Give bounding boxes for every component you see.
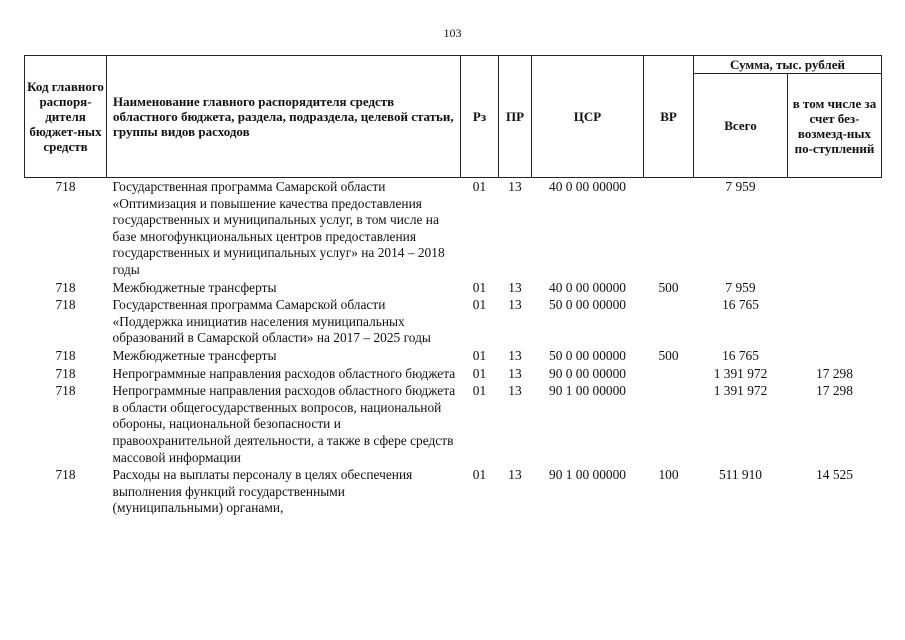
cell-vr xyxy=(644,178,694,279)
cell-rz: 01 xyxy=(472,467,487,483)
header-vr: ВР xyxy=(644,56,694,178)
cell-code: 718 xyxy=(55,467,76,483)
cell-name: Государственная программа Самарской области «Оптимизация и повышение качества предоставления государственных и муниципальных услуг, в том числе на базе многофункциональных центров предоставления государственных и муниципальных услуг» на 2014 – 2018 годы xyxy=(112,179,445,277)
cell-pr: 13 xyxy=(508,297,522,313)
header-code: Код главного распоря-дителя бюджет-ных средств xyxy=(25,56,107,178)
cell-rz: 01 xyxy=(472,365,487,381)
header-sum-group: Сумма, тыс. рублей xyxy=(694,56,882,74)
cell-vr: 500 xyxy=(658,347,679,363)
cell-pr: 13 xyxy=(508,179,522,194)
cell-name: Межбюджетные трансферты xyxy=(112,347,277,363)
cell-csr: 90 1 00 00000 xyxy=(549,383,626,399)
table-row xyxy=(25,347,882,365)
cell-rz: 01 xyxy=(472,347,487,363)
table-body xyxy=(25,178,882,517)
cell-total: 1 391 972 xyxy=(713,383,768,399)
cell-code: 718 xyxy=(55,383,76,399)
cell-code: 718 xyxy=(55,347,76,363)
cell-total: 1 391 972 xyxy=(713,365,768,381)
header-name: Наименование главного распорядителя средств областного бюджета, раздела, подраздела, целевой статьи, группы видов расходов xyxy=(107,56,461,178)
header-rz: Рз xyxy=(461,56,499,178)
cell-gratuitous: 17 298 xyxy=(816,365,853,381)
cell-csr: 90 0 00 00000 xyxy=(549,365,626,381)
cell-vr: 100 xyxy=(658,467,679,483)
cell-code: 718 xyxy=(55,297,76,313)
cell-total: 16 765 xyxy=(722,347,759,363)
cell-gratuitous xyxy=(788,178,882,279)
cell-rz: 01 xyxy=(472,297,487,313)
cell-total: 7 959 xyxy=(725,279,756,295)
cell-csr: 90 1 00 00000 xyxy=(549,467,626,483)
header-csr: ЦСР xyxy=(532,56,644,178)
table-header xyxy=(25,56,882,178)
cell-vr: 500 xyxy=(658,279,679,295)
cell-csr: 50 0 00 00000 xyxy=(549,347,626,363)
budget-table xyxy=(24,55,882,517)
cell-rz: 01 xyxy=(472,279,487,295)
page-number: 103 xyxy=(443,26,462,40)
table-row xyxy=(25,178,882,279)
table-row xyxy=(25,296,882,347)
cell-name: Межбюджетные трансферты xyxy=(112,279,277,295)
cell-total: 7 959 xyxy=(725,179,756,194)
cell-total: 511 910 xyxy=(718,467,763,483)
header-total: Всего xyxy=(694,74,788,178)
cell-vr xyxy=(644,296,694,347)
cell-code: 718 xyxy=(55,179,76,194)
cell-gratuitous xyxy=(788,347,882,365)
cell-pr: 13 xyxy=(508,365,522,381)
cell-vr xyxy=(644,382,694,466)
cell-rz: 01 xyxy=(472,179,487,194)
cell-name: Непрограммные направления расходов областного бюджета в области общегосударственных вопросов, национальной обороны, национальной безопасности и правоохранительной деятельности, а также в сфере средств массовой информации xyxy=(112,383,456,465)
table-row xyxy=(25,279,882,297)
cell-pr: 13 xyxy=(508,467,522,483)
cell-gratuitous xyxy=(788,296,882,347)
cell-pr: 13 xyxy=(508,279,522,295)
cell-total: 16 765 xyxy=(722,297,759,313)
cell-gratuitous: 14 525 xyxy=(816,467,853,483)
cell-csr: 50 0 00 00000 xyxy=(549,297,626,313)
cell-pr: 13 xyxy=(508,383,522,399)
cell-code: 718 xyxy=(55,279,76,295)
cell-gratuitous xyxy=(788,279,882,297)
cell-name: Расходы на выплаты персоналу в целях обеспечения выполнения функций государственными (муниципальными) органами, xyxy=(112,467,413,516)
cell-rz: 01 xyxy=(472,383,487,399)
cell-vr xyxy=(644,365,694,383)
cell-pr: 13 xyxy=(508,347,522,363)
cell-code: 718 xyxy=(55,365,76,381)
cell-name: Непрограммные направления расходов областного бюджета xyxy=(112,365,456,381)
header-pr: ПР xyxy=(499,56,532,178)
header-gratuitous: в том числе за счет без-возмезд-ных по-ступлений xyxy=(788,74,882,178)
cell-csr: 40 0 00 00000 xyxy=(549,279,626,295)
table-row xyxy=(25,365,882,383)
table-row xyxy=(25,382,882,466)
cell-gratuitous: 17 298 xyxy=(816,383,853,399)
table-row xyxy=(25,466,882,517)
cell-name: Государственная программа Самарской области «Поддержка инициатив населения муниципальных образований в Самарской области» на 2017 – 2025 годы xyxy=(112,297,431,346)
cell-csr: 40 0 00 00000 xyxy=(549,179,626,194)
